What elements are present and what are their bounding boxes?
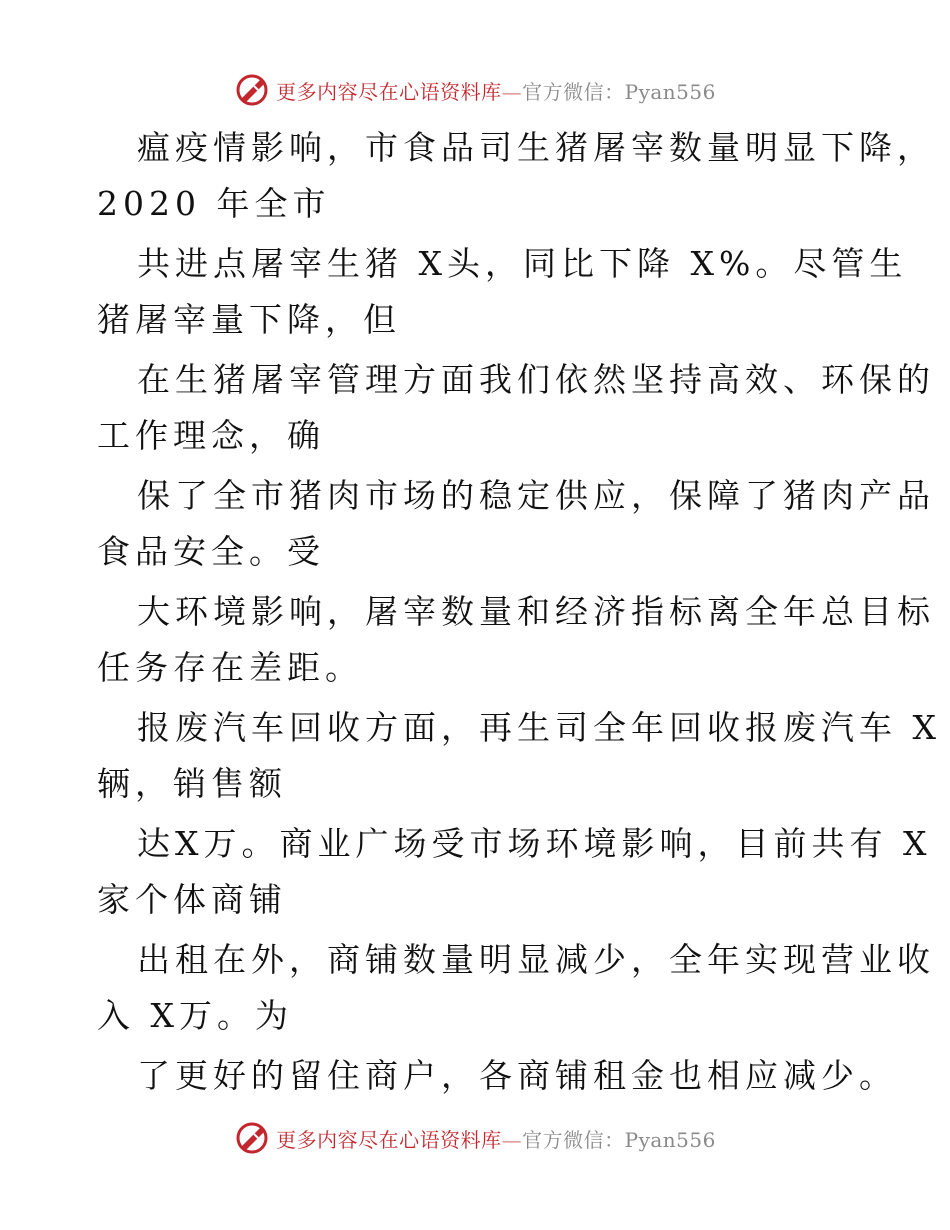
paragraph-line: 2020 年全市 xyxy=(97,184,331,223)
paragraph-line: 共进点屠宰生猪 X头，同比下降 X%。尽管生 xyxy=(137,244,908,283)
paragraph-line: 出租在外，商铺数量明显减少，全年实现营业收 xyxy=(137,940,935,979)
paragraph-line: 家个体商铺 xyxy=(97,880,287,919)
paragraph-line: 入 X万。为 xyxy=(97,996,293,1035)
paragraph-line: 保了全市猪肉市场的稳定供应，保障了猪肉产品 xyxy=(137,476,935,515)
paragraph-line: 大环境影响，屠宰数量和经济指标离全年总目标 xyxy=(137,592,935,631)
paragraph-line: 食品安全。受 xyxy=(97,532,325,571)
pen-logo-icon xyxy=(234,1120,270,1156)
paragraph-line: 了更好的留住商户，各商铺租金也相应减少。 xyxy=(137,1056,897,1095)
paragraph-line: 辆，销售额 xyxy=(97,764,287,803)
watermark-text: 更多内容尽在心语资料库—官方微信：Pyan556 xyxy=(276,1127,716,1152)
pen-logo-icon xyxy=(234,72,270,108)
paragraph-line: 达X万。商业广场受市场环境影响，目前共有 X xyxy=(137,824,932,863)
header-watermark xyxy=(0,70,950,110)
paragraph-line: 猪屠宰量下降，但 xyxy=(97,300,401,339)
paragraph-line: 工作理念，确 xyxy=(97,416,325,455)
paragraph-line: 任务存在差距。 xyxy=(97,648,363,687)
paragraph-line: 瘟疫情影响，市食品司生猪屠宰数量明显下降， xyxy=(137,128,935,167)
paragraph-line: 在生猪屠宰管理方面我们依然坚持高效、环保的 xyxy=(137,360,935,399)
footer-watermark xyxy=(0,1118,950,1158)
paragraph-line: 报废汽车回收方面，再生司全年回收报废汽车 X xyxy=(137,708,941,747)
watermark-text: 更多内容尽在心语资料库—官方微信：Pyan556 xyxy=(276,79,716,104)
